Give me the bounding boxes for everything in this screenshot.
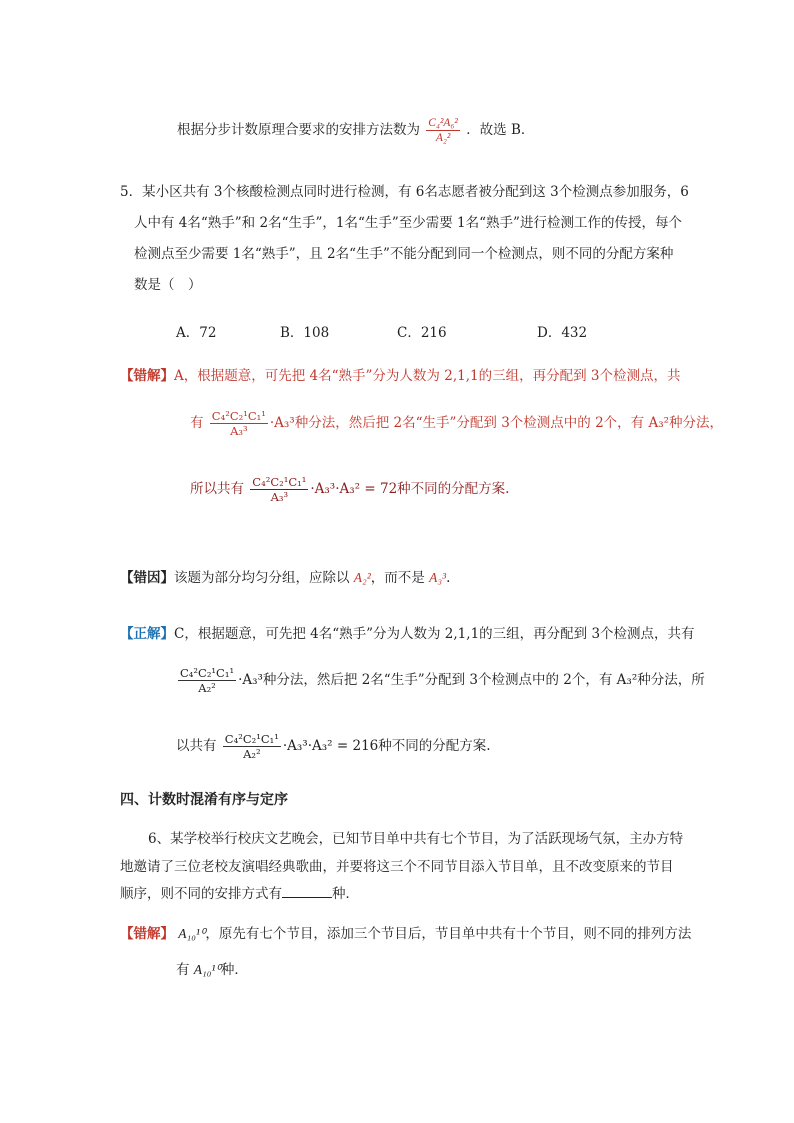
wrong1-l3-pre: 所以共有 xyxy=(190,481,244,497)
cause1-symbol-1: A₂² xyxy=(353,570,371,585)
correct1-fraction-2-num: C₄²C₂¹C₁¹ xyxy=(224,732,279,746)
q5-line-4: 数是（ ） xyxy=(134,277,202,293)
wrong1-fraction-num: C₄²C₂¹C₁¹ xyxy=(211,409,266,423)
cause1-symbol-2: A₃³ xyxy=(429,570,447,585)
cause1-end: . xyxy=(446,570,451,586)
correct1-fraction-2-den: A₂² xyxy=(243,747,261,761)
q5-option-d: D．432 xyxy=(537,325,588,341)
correct1-l3-post: ·A₃³·A₃² = 216种不同的分配方案. xyxy=(282,738,491,754)
correct1-line-1 xyxy=(120,623,695,645)
wrong2-l2-post: 种． xyxy=(220,962,248,978)
wrong1-fraction-2 xyxy=(250,475,308,504)
wrong2-l2-pre: 有 xyxy=(176,962,190,978)
q5-option-b: B．108 xyxy=(280,325,330,341)
wrong1-l3-post: ·A₃³·A₃² = 72种不同的分配方案. xyxy=(310,481,510,497)
wrong2-symbol: A₁₀¹⁰ xyxy=(178,926,206,941)
q5-option-a: A．72 xyxy=(176,325,217,341)
correct1-fraction-num: C₄²C₂¹C₁¹ xyxy=(180,666,235,680)
q6-line-2: 地邀请了三位老校友演唱经典歌曲，并要将这三个不同节目添入节目单，且不改变原来的节目 xyxy=(120,859,674,875)
wrong2-text: ，原先有七个节目，添加三个节目后，节目单中共有十个节目，则不同的排列方法 xyxy=(205,926,692,942)
q5-line-3: 检测点至少需要 1名“熟手”，且 2名“生手”不能分配到同一个检测点，则不同的分配方案种 xyxy=(134,246,674,262)
q5-line-2: 人中有 4名“熟手”和 2名“生手”，1名“生手”至少需要 1名“熟手”进行检测工作的传授，每个 xyxy=(134,215,682,231)
intro-fraction-den: A₂² xyxy=(435,132,451,144)
q6-line-1: 6、某学校举行校庆文艺晚会，已知节目单中共有七个节目，为了活跃现场气氛，主办方特 xyxy=(148,831,684,847)
wrong1-text: A，根据题意，可先把 4名“熟手”分为人数为 2,1,1的三组，再分配到 3个检测点，共 xyxy=(174,368,681,384)
wrong2-tag: 【错解】 xyxy=(120,926,174,942)
wrong1-fraction-2-num: C₄²C₂¹C₁¹ xyxy=(252,475,307,489)
wrong1-line-1 xyxy=(120,365,680,387)
wrong1-line-3 xyxy=(190,475,509,504)
q5-line-1: 5．某小区共有 3个核酸检测点同时进行检测，有 6名志愿者被分配到这 3个检测点参加服务，6 xyxy=(120,184,689,200)
cause1-mid: ，而不是 xyxy=(370,570,425,586)
correct1-l3-pre: 以共有 xyxy=(176,738,217,754)
wrong1-l2-pre: 有 xyxy=(190,415,204,431)
wrong1-fraction xyxy=(210,409,268,438)
correct1-line-3 xyxy=(176,732,491,761)
wrong1-tag: 【错解】 xyxy=(120,368,174,384)
cause1-line xyxy=(120,567,450,589)
q5-option-c: C．216 xyxy=(397,325,447,341)
section4-heading: 四、计数时混淆有序与定序 xyxy=(120,792,288,808)
wrong1-l2-post: ·A₃³种分法，然后把 2名“生手”分配到 3个检测点中的 2个，有 A₃²种分法， xyxy=(269,415,724,431)
wrong2-line-1 xyxy=(120,923,691,945)
wrong2-line-2 xyxy=(176,959,248,981)
wrong1-line-2 xyxy=(190,409,723,438)
wrong1-fraction-den: A₃³ xyxy=(230,424,248,438)
q6-line-3 xyxy=(120,883,359,905)
correct1-fraction-den: A₂² xyxy=(198,681,216,695)
q6-l3-pre: 顺序，则不同的安排方式有 xyxy=(120,886,282,902)
intro-fraction-num: C₄²A₆² xyxy=(428,117,458,129)
intro-line xyxy=(177,116,534,145)
intro-tail: ．故选 B． xyxy=(466,122,535,138)
cause1-text: 该题为部分均匀分组，应除以 xyxy=(174,570,350,586)
correct1-fraction xyxy=(178,666,236,695)
q6-answer-blank[interactable] xyxy=(282,883,332,898)
intro-fraction xyxy=(426,116,460,145)
correct1-text: C，根据题意，可先把 4名“熟手”分为人数为 2,1,1的三组，再分配到 3个检测点，共有 xyxy=(174,626,695,642)
wrong1-fraction-2-den: A₃³ xyxy=(270,490,289,504)
correct1-line-2 xyxy=(176,666,705,695)
q6-l3-post: 种． xyxy=(332,886,359,902)
correct1-fraction-2 xyxy=(223,732,281,761)
wrong2-symbol-2: A₁₀¹⁰ xyxy=(193,962,221,977)
correct1-l2-post: ·A₃³种分法，然后把 2名“生手”分配到 3个检测点中的 2个，有 A₃²种分法，所 xyxy=(238,672,705,688)
cause1-tag: 【错因】 xyxy=(120,570,174,586)
correct1-tag: 【正解】 xyxy=(120,626,174,642)
intro-text: 根据分步计数原理合要求的安排方法数为 xyxy=(177,122,420,138)
